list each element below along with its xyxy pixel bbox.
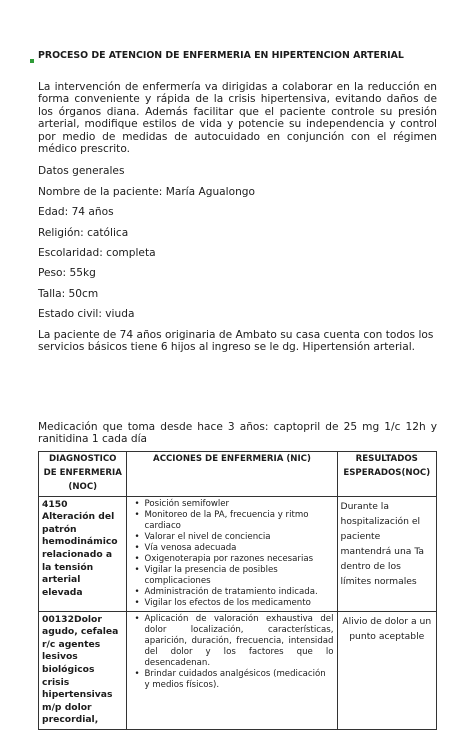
list-item: • Posición semifowler <box>144 499 333 510</box>
actions-list <box>130 499 333 609</box>
outcome-cell <box>337 496 437 611</box>
list-item: • Aplicación de valoración exhaustiva del dolor localización, características, aparición, duración, frecuencia, intensidad del dolor y los factores que lo desencadenan. <box>144 614 333 669</box>
intro-paragraph: La intervención de enfermería va dirigidas a colaborar en la reducción en forma conveniente y rápida de la crisis hipertensiva, evitando daños de los órganos diana. Además facilitar que el paciente controle su presión arterial, modifique estilos de vida y potencie su independencia y control por medio de medidas de autocuidado en conjunción con el régimen médico prescrito. <box>38 81 437 156</box>
header-outcomes: RESULTADOS ESPERADOS(NOC) <box>337 451 437 496</box>
green-square-icon <box>30 59 34 63</box>
patient-marital-status: Estado civil: viuda <box>38 308 135 321</box>
patient-name: Nombre de la paciente: María Agualongo <box>38 185 256 198</box>
outcome-text: Alivio de dolor a un punto aceptable <box>342 615 432 642</box>
list-item: • Monitoreo de la PA, frecuencia y ritmo cardiaco <box>144 510 333 532</box>
diagnosis-text: 4150 Alteración del patrón hemodinámico relacionado a la tensión arterial elevada <box>42 498 118 598</box>
medication-paragraph: Medicación que toma desde hace 3 años: captopril de 25 mg 1/c 12h y ranitidina 1 cada día <box>38 420 437 445</box>
diagnosis-text: 00132Dolor agudo, cefalea r/c agentes lesivos biológicos crisis hipertensivas m/p dolor precordial, <box>42 613 119 726</box>
patient-education: Escolaridad: completa <box>38 247 156 259</box>
outcome-text: Durante la hospitalización el paciente mantendrá una Ta dentro de los límites normales <box>340 500 425 587</box>
patient-religion: Religión: católica <box>38 226 129 239</box>
actions-cell <box>127 611 337 729</box>
actions-list <box>130 614 333 691</box>
list-item: • Oxigenoterapia por razones necesarias <box>144 554 333 565</box>
title-row <box>38 50 437 63</box>
list-item: • Valorar el nivel de conciencia <box>144 532 333 543</box>
list-item: • Brindar cuidados analgésicos (medicación y medios físicos). <box>144 669 333 691</box>
table-row <box>39 496 437 611</box>
document-page <box>38 50 437 730</box>
patient-height: Talla: 50cm <box>38 287 99 300</box>
list-item: • Vía venosa adecuada <box>144 543 333 554</box>
actions-cell <box>127 496 337 611</box>
header-diagnosis: DIAGNOSTICO DE ENFERMERIA (NOC) <box>39 451 127 496</box>
diagnosis-cell <box>39 611 127 729</box>
header-actions: ACCIONES DE ENFERMERIA (NIC) <box>127 451 337 496</box>
diagnosis-cell <box>39 496 127 611</box>
table-header-row <box>39 451 437 496</box>
patient-weight: Peso: 55kg <box>38 267 96 280</box>
outcome-cell <box>337 611 437 729</box>
care-plan-table <box>38 451 437 730</box>
document-title: PROCESO DE ATENCION DE ENFERMERIA EN HIPERTENCION ARTERIAL <box>38 50 404 61</box>
list-item: • Administración de tratamiento indicada. <box>144 587 333 598</box>
list-item: • Vigilar la presencia de posibles complicaciones <box>144 565 333 587</box>
table-row <box>39 611 437 729</box>
list-item: • Vigilar los efectos de los medicamento <box>144 598 333 609</box>
section-heading-general-data: Datos generales <box>38 165 125 178</box>
patient-history: La paciente de 74 años originaria de Ambato su casa cuenta con todos los servicios básicos tiene 6 hijos al ingreso se le dg. Hipertensión arterial. <box>38 328 434 353</box>
patient-age: Edad: 74 años <box>38 206 114 219</box>
